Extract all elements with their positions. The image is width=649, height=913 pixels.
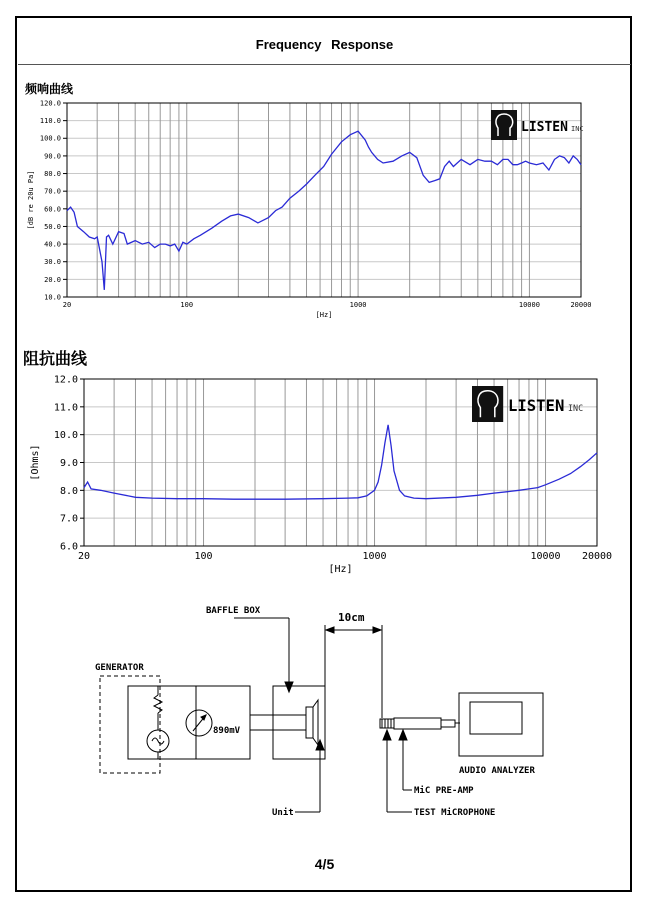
x-axis-label: [Hz] [315,311,333,319]
y-tick-label: 12.0 [53,374,78,386]
y-tick-label: 11.0 [53,402,78,414]
y-tick-label: 20.0 [44,275,61,284]
y-tick-label: 10.0 [44,293,61,302]
y-tick-label: 110.0 [39,117,61,126]
x-tick-label: 1000 [362,551,387,562]
baffle-box-label: BAFFLE BOX [206,606,261,616]
x-tick-label: 100 [194,551,213,562]
series-line [67,131,581,290]
x-axis-label: [Hz] [328,564,353,575]
speaker-unit [306,707,313,738]
unit-label: Unit [272,808,294,818]
audio-analyzer-label: AUDIO ANALYZER [459,766,535,776]
listen-logo [491,110,584,140]
logo-suffix: INC [571,125,584,133]
frequency-response-title: 频响曲线 [25,82,74,96]
logo-suffix: INC [568,403,584,414]
y-tick-label: 120.0 [39,99,61,108]
y-tick-label: 100.0 [39,134,61,143]
y-tick-label: 60.0 [44,205,61,214]
y-tick-label: 30.0 [44,258,61,267]
mic-preamp-label: MiC PRE-AMP [414,786,474,796]
y-axis-label: [dB re 20u Pa] [27,170,35,230]
y-tick-label: 10.0 [53,430,78,442]
page-title: Frequency Response [255,37,394,52]
logo-brand: LISTEN [521,120,568,135]
listen-logo [472,386,583,422]
y-tick-label: 70.0 [44,187,61,196]
header-divider [18,64,631,65]
y-tick-label: 80.0 [44,169,61,178]
x-tick-label: 10000 [530,551,561,562]
distance-label: 10cm [338,611,365,624]
x-tick-label: 20 [62,301,72,309]
impedance-chart [0,368,649,588]
y-axis-label: [Ohms] [30,444,41,481]
y-tick-label: 8.0 [59,485,78,497]
x-tick-label: 20000 [570,301,592,309]
x-tick-label: 20000 [581,551,613,562]
generator-box [100,676,160,773]
frequency-response-chart [0,96,649,332]
y-tick-label: 90.0 [44,152,61,161]
y-tick-label: 6.0 [59,541,78,553]
preamp-icon [394,718,441,729]
x-tick-label: 20 [77,551,91,562]
impedance-title: 阻抗曲线 [23,349,88,368]
page-number: 4/5 [314,856,335,872]
y-tick-label: 7.0 [59,513,78,525]
x-tick-label: 100 [180,301,194,309]
generator-label: GENERATOR [95,663,144,673]
voltmeter-value: 890mV [213,726,241,736]
y-tick-label: 40.0 [44,240,61,249]
test-microphone-label: TEST MiCROPHONE [414,808,496,818]
circuit-box [128,686,250,759]
y-tick-label: 50.0 [44,222,61,231]
x-tick-label: 1000 [349,301,367,309]
logo-brand: LISTEN [508,397,565,416]
resistor-icon [154,695,162,713]
test-setup-diagram [0,595,649,845]
x-tick-label: 10000 [518,301,540,309]
y-tick-label: 9.0 [59,458,78,469]
